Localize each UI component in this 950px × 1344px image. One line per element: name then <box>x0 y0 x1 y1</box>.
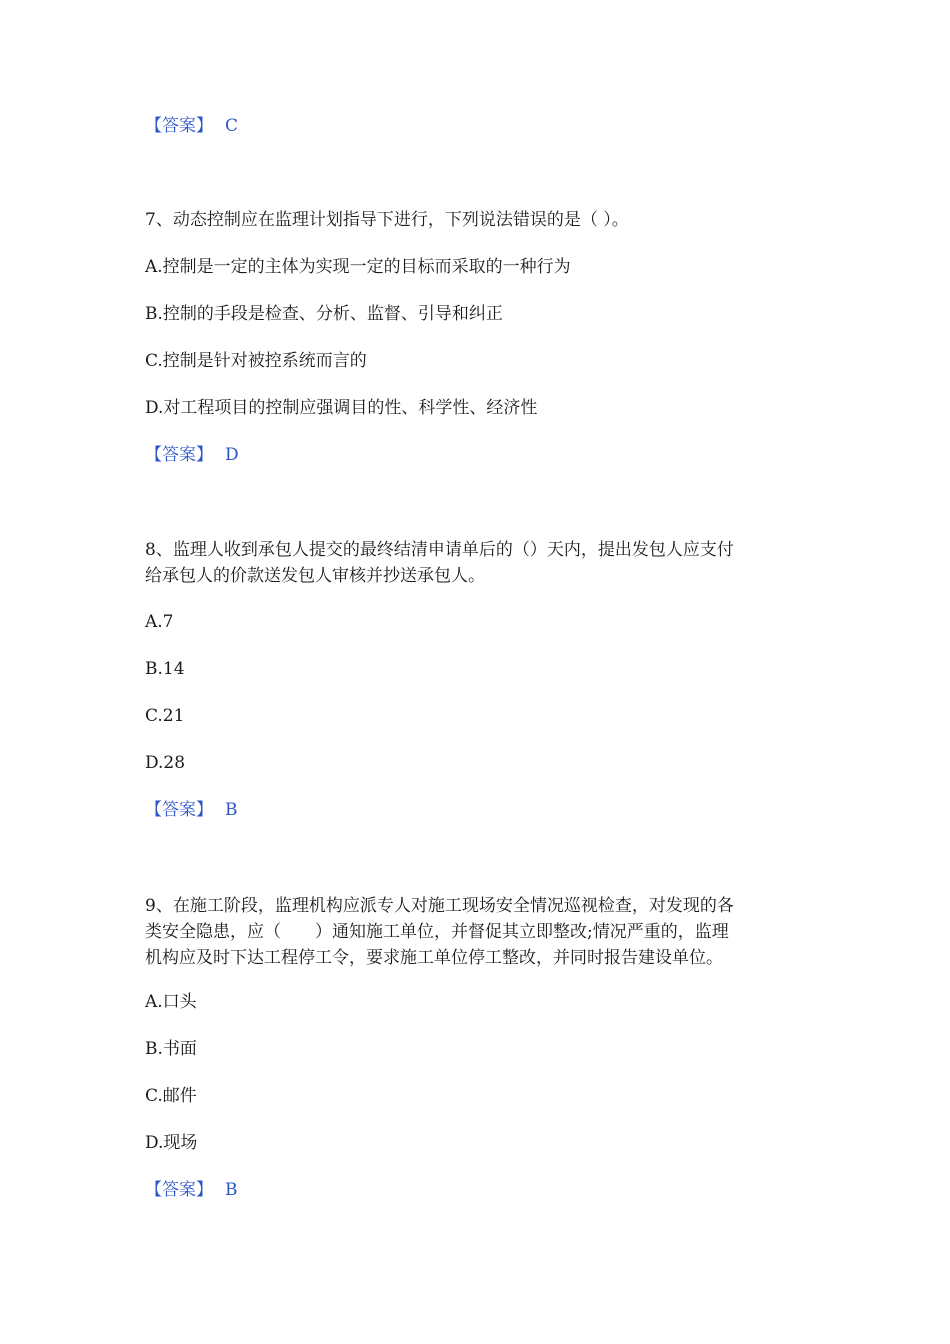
answer-label: 【答案】 <box>145 445 213 465</box>
question-9-option-c: C.邮件 <box>145 1086 197 1106</box>
question-7-option-d: D.对工程项目的控制应强调目的性、科学性、经济性 <box>145 398 538 418</box>
question-9-text-line-1: 9、在施工阶段，监理机构应派专人对施工现场安全情况巡视检查，对发现的各 <box>145 896 734 916</box>
question-9-option-d: D.现场 <box>145 1133 198 1153</box>
question-9-option-b: B.书面 <box>145 1039 197 1059</box>
answer-line <box>145 112 238 140</box>
question-8-option-b: B.14 <box>145 659 185 679</box>
question-9-text-line-3: 机构应及时下达工程停工令，要求施工单位停工整改，并同时报告建设单位。 <box>145 948 723 968</box>
question-8-text-line-1: 8、监理人收到承包人提交的最终结清申请单后的（）天内，提出发包人应支付 <box>145 540 734 560</box>
question-8-text-line-2: 给承包人的价款送发包人审核并抄送承包人。 <box>145 566 485 586</box>
question-8-option-d: D.28 <box>145 753 186 773</box>
question-7-option-b: B.控制的手段是检查、分析、监督、引导和纠正 <box>145 304 503 324</box>
question-7-option-c: C.控制是针对被控系统而言的 <box>145 351 367 371</box>
answer-value: B <box>225 800 238 820</box>
question-9-option-a: A.口头 <box>145 992 197 1012</box>
question-8-option-a: A.7 <box>145 612 174 632</box>
question-7-text: 7、动态控制应在监理计划指导下进行，下列说法错误的是（ ）。 <box>145 210 629 230</box>
answer-label: 【答案】 <box>145 116 213 136</box>
answer-line <box>145 796 238 824</box>
question-7-option-a: A.控制是一定的主体为实现一定的目标而采取的一种行为 <box>145 257 571 277</box>
answer-value: C <box>225 116 239 136</box>
answer-label: 【答案】 <box>145 800 213 820</box>
answer-value: B <box>225 1180 238 1200</box>
answer-value: D <box>225 445 239 465</box>
question-8-option-c: C.21 <box>145 706 185 726</box>
answer-line <box>145 441 239 469</box>
question-9-text-line-2: 类安全隐患，应（ ）通知施工单位，并督促其立即整改;情况严重的，监理 <box>145 922 729 942</box>
answer-line <box>145 1176 238 1204</box>
answer-label: 【答案】 <box>145 1180 213 1200</box>
